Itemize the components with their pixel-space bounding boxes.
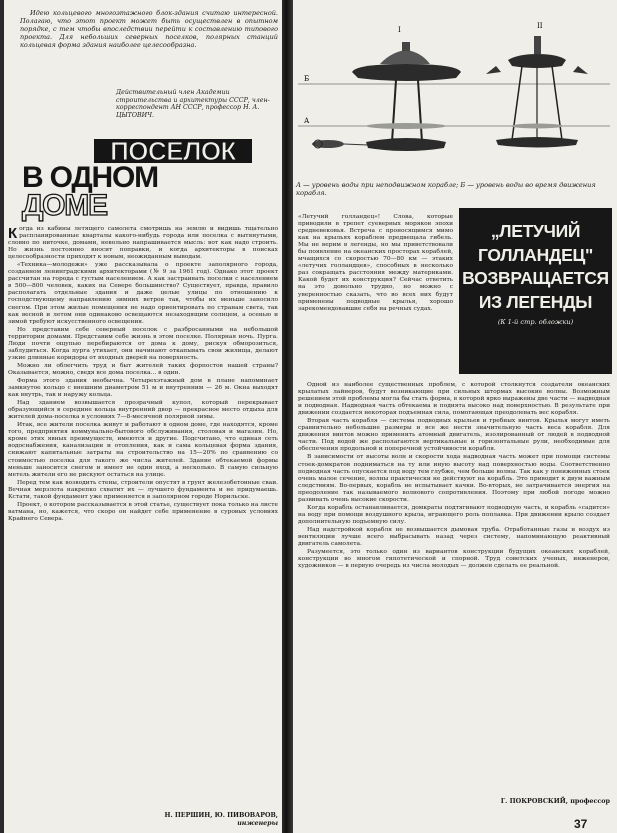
- title-word-dome: ДОМЕ: [22, 189, 107, 222]
- article1-paragraph: Форма этого здания необычна. Четырехэтажный дом в плане напоминает замкнутое кольцо с внешним диаметром 51 м и внутренним — 26 м. Окна выходят как внутрь, так и наружу кольца.: [8, 377, 278, 399]
- title-word-v-odnom: В ОДНОМ: [22, 161, 158, 194]
- page-number: 37: [574, 817, 588, 831]
- article2-title-block: [459, 208, 612, 374]
- article2-paragraph: Когда корабль останавливается, домкраты подтягивают подводную часть, и корабль «садится» на воду при помощи воздушного крыла, играющего роль поплавка. При движении крыло создает дополнительную подъемную силу.: [298, 504, 610, 525]
- title-line: ГОЛЛАНДЕЦ": [478, 244, 593, 265]
- ship-illustration: [296, 14, 612, 204]
- article1-paragraph: Проект, о котором рассказывается в этой статье, существует пока только на листе ватмана, но, кажется, что скоро он найдет себе применение в суровых условиях Крайнего Севера.: [8, 501, 278, 522]
- authors-names: Н. ПЕРШИН, Ю. ПИВОВАРОВ,: [164, 812, 278, 819]
- article1-paragraph: Но представим себе северный поселок с разбросанными на небольшой территории домами. Представим себе жизнь в этом поселке. Полярная ночь. Пурга. Люди почти ощупью перебираются от дома к дому, рискуя обморозиться, заблудиться. Когда пурга утихает, они начинают откапывать свои жилища, делают узкие длинные коридоры от входных дверей на поверхность.: [8, 326, 278, 361]
- ship-one: [312, 42, 461, 151]
- intro-text: Идею кольцевого многоэтажного блок-здания считаю интересной. Полагаю, что этот проект может быть осуществлен в опытном порядке, с тем чтобы впоследствии перейти к составлению типового проекта. Для небольших северных поселков, полярных станций кольцевая форма здания наиболее целесообразна.: [20, 9, 278, 49]
- article1-paragraph: «Техника—молодежи» уже рассказывала о проекте заполярного города, созданном ленинградскими архитекторами (№ 9 за 1961 год). Однако этот проект рассчитан на города с густым населением. А как застраивать поселки с населением в 500—800 человек, каких на Севере большинство? Существует, правда, правило располагать отдельные здания и даже целые улицы по отношению к господствующему направлению зимних ветров так, чтобы их меньше заносило снегом. При этом жилые помещения не надо ориентировать по странам света, так как весной и летом они одинаково освещаются незаходящим солнцем, а осенью и зимой требуют искусственного освещения.: [8, 262, 278, 325]
- illustration-caption: А — уровень воды при неподвижном корабле; Б — уровень воды во время движения корабля.: [296, 181, 596, 197]
- dropcap: К: [8, 225, 18, 242]
- ship-two: [486, 36, 588, 148]
- article-title-line1: ПОСЕЛОК: [110, 136, 236, 166]
- article2-paragraph: Одной из наиболее существенных проблем, с которой столкнутся создатели океанских крылатых лайнеров, будут возникающие при сильных штормах высокие волны. Возможным решением этой проблемы могла бы стать форма, в которой ярко выражены две части — надводная и подводная. Надводная часть обтекаема и поднята высоко над поверхностью. В результате при движении создается некоторая подъемная сила, помогающая преодолевать вес корабля.: [298, 382, 610, 417]
- article2-title: [459, 208, 612, 314]
- article2-paragraph: Разумеется, это только один из вариантов конструкции будущих океанских кораблей, конструкции во многом гипотетической и спорной. Труд советских ученых, инженеров, художников — в первую очередь из числа молодых — должен сделать ее реальной.: [298, 549, 610, 570]
- intro-quote: [20, 10, 278, 50]
- article2-paragraph: В зависимости от высоты волн и скорости хода надводная часть может при помощи системы стоек-домкратов подниматься на ту или иную высоту над поверхностью воды. Соответственно подводная часть опускается под воду тем глубже, чем больше волны. Так как у пониженных стоек очень малое сечение, волны практически не действуют на корабль. Это приводит к двум важным следствиям. Во-первых, корабль не испытывает качки. Во-вторых, не затрачивается энергия на преодоление так называемого волнового сопротивления. Поэтому при любой погоде можно развивать очень высокие скорости.: [298, 454, 610, 503]
- article1-paragraph: Можно ли облегчить труд и быт жителей таких форпостов нашей страны? Оказывается, можно, сведя все дома поселка... в один.: [8, 362, 278, 376]
- article2-paragraph-1: «Летучий голландец»! Слова, которые приводили в трепет суеверных моряков эпохи средневековья. Встреча с проносящимся мимо как на крыльях кораблем предвещала гибель. Мы не верим в легенды, но мы приветствовали бы появление на океанских просторах кораблей, мчащихся со скоростью 70—80 км — этаких «летучих голландцев», способных в несколько раз сокращать расстояния между материками. Какой будет их конструкция? Сейчас ответить на это довольно трудно, но можно с уверенностью сказать, что во всех них будут применены подводные крылья, хорошо зарекомендовавшие себя на речных судах.: [298, 214, 453, 312]
- article2-paragraph: Над надстройкой корабля не возвышается дымовая труба. Отработанные газы и воздух из вентиляции лучше всего выбрасывать назад через систему, напоминающую реактивный двигатель самолета.: [298, 526, 610, 548]
- title-line: ВОЗВРАЩАЕТСЯ: [462, 268, 609, 288]
- title-line: ИЗ ЛЕГЕНДЫ: [478, 291, 593, 312]
- article1-paragraph-1: Когда из кабины летящего самолета смотришь на землю и видишь тщательно распланированные кварталы какого-нибудь города или поселка с вытянутыми, словно по ниточке, домами, невольно напрашивается мысль: вот как надо строить. Но жизнь постоянно вносит поправки, и когда архитекторы в поисках целесообразности приходят к новым, неожиданным выводам.: [8, 225, 278, 261]
- article-title-line2: [22, 161, 222, 222]
- label-b: Б: [304, 75, 310, 83]
- title-line: „ЛЕТУЧИЙ: [490, 221, 581, 241]
- article1-paragraph: Итак, все жители поселка живут и работают в одном доме, где находятся, кроме того, предприятия коммунально-бытового обслуживания, столовая и магазин. Но, кроме этих явных преимуществ, имеются и другие. Подсчитано, что единая сеть водоснабжения, канализации и отопления, как и сама кольцевая форма здания, снижают капитальные затраты на строительство на 15—20% по сравнению со стоимостью поселка для такого же числа жителей. Здание обтекаемой формы меньше заносится снегом и имеет не один вход, а несколько. В самую сильную метель жители его не рискуют остаться на улице.: [8, 422, 278, 478]
- article2-subtitle: (К 1-й стр. обложки): [497, 318, 574, 326]
- article1-body: [8, 226, 278, 524]
- label-two: II: [537, 22, 543, 30]
- intro-signature: Действительный член Академии строительства и архитектуры СССР, член-корреспондент АН СССР, профессор Н. А. ЦЫТОВИЧ.: [116, 89, 270, 120]
- article2-body: [298, 382, 610, 571]
- article2-paragraph: Вторая часть корабля — система подводных крыльев и гребных винтов. Крылья могут иметь сравнительно небольшие размеры и все же нести значительную часть веса корабля. Для движения винтов можно применить атомный двигатель, изолированный от людей в подводной части. Под водой же располагаются вертикальные и горизонтальные рули, необходимые для обеспечения продольной и поперечной устойчивости корабля.: [298, 418, 610, 453]
- page-edge: [0, 0, 4, 833]
- article2-author: Г. ПОКРОВСКИЙ, профессор: [500, 797, 610, 805]
- label-a: А: [304, 117, 310, 125]
- article1-authors: [40, 812, 278, 827]
- article2-intro-column: [298, 214, 453, 314]
- page-gutter: [282, 0, 293, 833]
- authors-role: инженеры: [237, 819, 278, 827]
- article1-paragraph: Над зданием возвышается прозрачный купол, который перекрывает образующийся в середине кольца внутренний двор — прекрасное место отдыха для жителей дома-поселка в условиях 7—8-месячной полярной зимы.: [8, 400, 278, 421]
- label-one: I: [398, 26, 401, 34]
- article1-paragraph: Перед тем как возводить стены, строители опустят в грунт железобетонные сваи. Вечная мерзлота накрепко схватит их — лучшего фундамента и не придумаешь. Кстати, такой фундамент уже применяется в заполярном городе Норильске.: [8, 479, 278, 500]
